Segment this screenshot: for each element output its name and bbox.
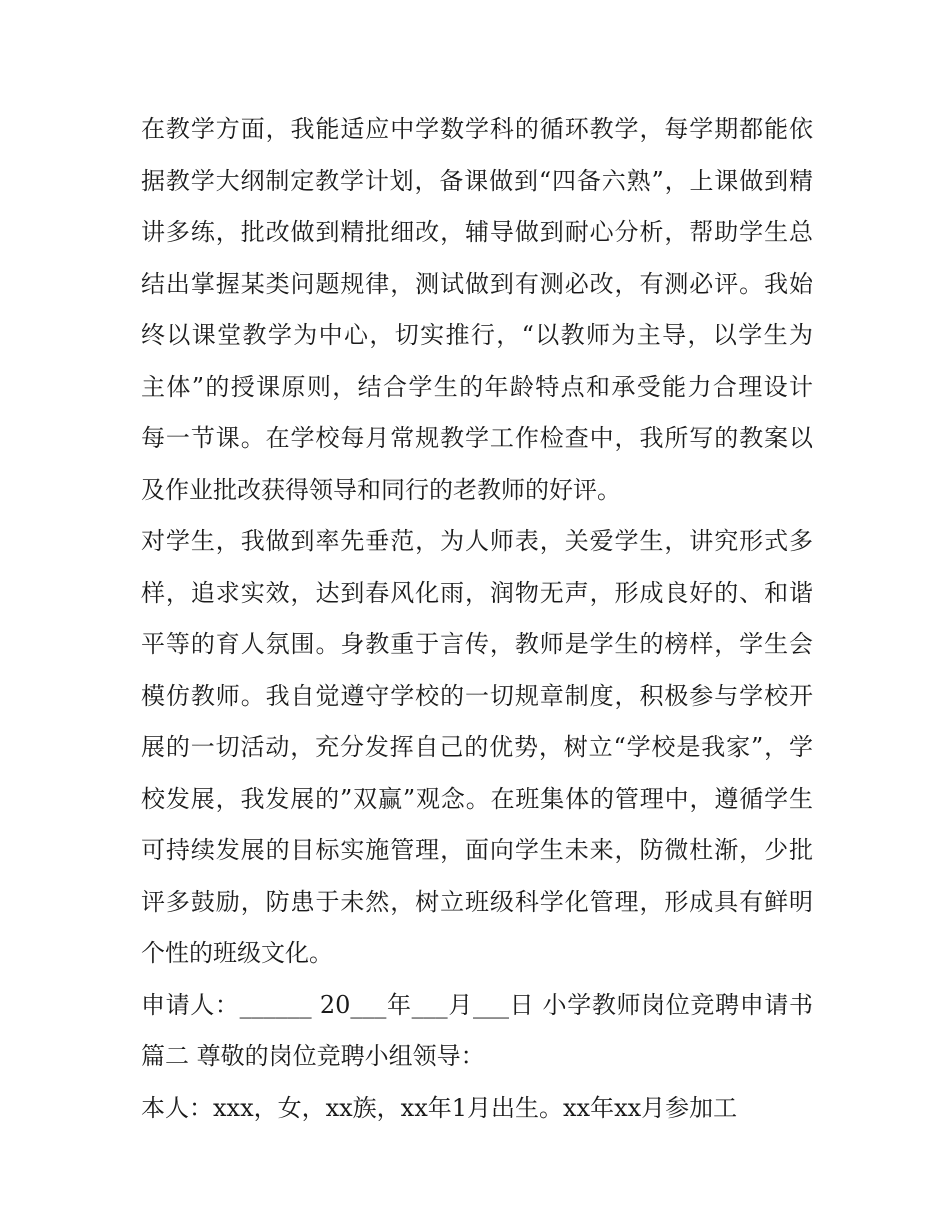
text-line: 讲多练，批改做到精批细改，辅导做到耐心分析，帮助学生总: [141, 218, 813, 246]
paragraph-students: [141, 516, 813, 980]
text-line: 评多鼓励，防患于未然，树立班级科学化管理，形成具有鲜明: [141, 887, 813, 916]
text-line: 本人：xxx，女，xx族，xx年1月出生。xx年xx月参加工: [141, 1093, 738, 1122]
text-line: 个性的班级文化。: [141, 939, 333, 967]
text-line: 可持续发展的目标实施管理，面向学生未来，防微杜渐，少批: [141, 836, 813, 864]
text-line: 对学生，我做到率先垂范，为人师表，关爱学生，讲究形式多: [141, 527, 813, 555]
text-line: 平等的育人氛围。身教重于言传，教师是学生的榜样，学生会: [141, 630, 813, 658]
text-line: 校发展，我发展的”双赢”观念。在班集体的管理中，遵循学生: [141, 784, 813, 813]
paragraph-teaching: [141, 104, 813, 516]
text-line: 每一节课。在学校每月常规教学工作检查中，我所写的教案以: [141, 424, 813, 452]
text-line: 展的一切活动，充分发挥自己的优势，树立“学校是我家”，学: [141, 733, 813, 761]
text-line: 据教学大纲制定教学计划，备课做到“四备六熟”，上课做到精: [141, 166, 813, 195]
text-line: 结出掌握某类问题规律，测试做到有测必改，有测必评。我始: [141, 269, 813, 298]
paragraph-intro: [141, 1083, 813, 1135]
text-line: 主体”的授课原则，结合学生的年龄特点和承受能力合理设计: [141, 372, 813, 401]
text-line: 终以课堂教学为中心，切实推行，“以教师为主导，以学生为: [141, 321, 813, 349]
signature-line: 申请人：______ 20___年___月___日 小学教师岗位竞聘申请书: [141, 990, 813, 1019]
document-body: [141, 104, 813, 1134]
section-heading: 篇二 尊敬的岗位竞聘小组领导：: [141, 1042, 485, 1070]
text-line: 模仿教师。我自觉遵守学校的一切规章制度，积极参与学校开: [141, 681, 813, 710]
paragraph-signature: [141, 980, 813, 1083]
text-line: 在教学方面，我能适应中学数学科的循环教学，每学期都能依: [141, 115, 813, 143]
text-line: 样，追求实效，达到春风化雨，润物无声，形成良好的、和谐: [141, 578, 813, 607]
text-line: 及作业批改获得领导和同行的老教师的好评。: [141, 475, 621, 504]
